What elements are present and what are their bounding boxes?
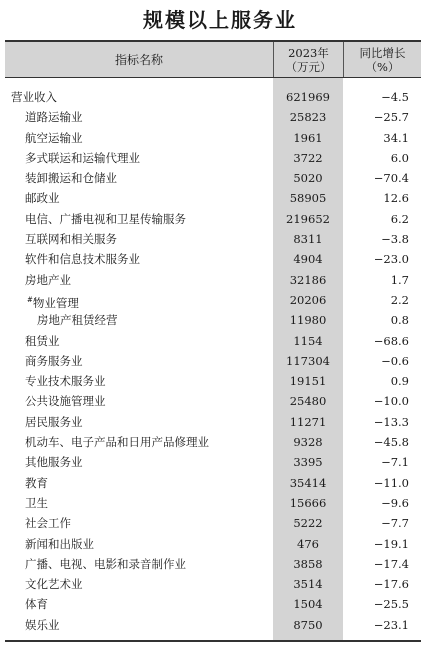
row-name-text: 电信、广播电视和卫星传输服务	[25, 211, 186, 226]
table-row	[5, 493, 421, 513]
row-value: 1154	[293, 333, 323, 348]
row-value: 621969	[286, 90, 330, 104]
row-growth: −10.0	[373, 394, 409, 409]
row-name-text: 娱乐业	[25, 617, 60, 632]
row-value: 3395	[293, 455, 323, 470]
row-value: 25823	[289, 110, 327, 125]
table-row	[5, 452, 421, 472]
row-growth: −70.4	[373, 171, 409, 186]
header-growth-label: 同比增长	[359, 45, 406, 60]
row-growth: −0.6	[381, 353, 409, 368]
table-row	[5, 270, 421, 290]
row-name-text: 机动车、电子产品和日用产品修理业	[25, 435, 209, 450]
row-name	[25, 270, 71, 290]
row-value: 19151	[289, 374, 327, 389]
row-name	[25, 473, 48, 493]
table-row	[5, 615, 421, 635]
row-name-text: 新闻和出版业	[25, 536, 94, 551]
row-value: 20206	[289, 292, 327, 307]
row-name-text: 卫生	[25, 495, 48, 510]
row-name	[25, 168, 117, 188]
row-value: 3722	[293, 150, 323, 165]
table-row	[5, 351, 421, 371]
row-value: 1504	[293, 597, 323, 612]
row-name	[25, 534, 94, 554]
row-growth: 0.8	[390, 313, 409, 328]
row-growth: −25.7	[373, 110, 409, 125]
table-row	[5, 473, 421, 493]
row-name	[25, 391, 106, 411]
row-value: 4904	[293, 252, 323, 267]
row-name-text: 多式联运和运输代理业	[25, 150, 140, 165]
row-name-text: 教育	[25, 475, 48, 490]
row-value: 11271	[289, 414, 327, 429]
row-value: 35414	[289, 475, 327, 490]
table-row	[5, 209, 421, 229]
table-row	[5, 371, 421, 391]
row-growth: −11.0	[373, 475, 409, 490]
row-name	[25, 594, 48, 614]
header-value	[273, 42, 343, 77]
row-name	[25, 412, 83, 432]
table-row	[5, 574, 421, 594]
row-name	[25, 513, 71, 533]
row-name-text: 租赁业	[25, 333, 60, 348]
row-growth: −68.6	[373, 333, 409, 348]
row-name-text: 装卸搬运和仓储业	[25, 171, 117, 186]
row-name-text: 公共设施管理业	[25, 394, 106, 409]
row-name-text: 居民服务业	[25, 414, 83, 429]
row-name-text: 房地产业	[25, 272, 71, 287]
row-name	[25, 615, 60, 635]
row-growth: 2.2	[390, 292, 409, 307]
row-name-prefix: #	[27, 295, 33, 304]
row-name-text: 营业收入	[11, 90, 57, 104]
row-growth: −17.6	[373, 577, 409, 592]
row-value: 25480	[289, 394, 327, 409]
row-name	[25, 331, 60, 351]
table-row	[5, 412, 421, 432]
table-row	[5, 331, 421, 351]
row-growth: −19.1	[373, 536, 409, 551]
row-name	[25, 249, 140, 269]
table-row	[5, 128, 421, 148]
row-value: 219652	[286, 211, 330, 226]
table-row	[5, 432, 421, 452]
row-name-text: 航空运输业	[25, 130, 83, 145]
row-value: 476	[297, 536, 319, 551]
header-growth	[343, 42, 421, 77]
row-name-text: 商务服务业	[25, 353, 83, 368]
row-value: 11980	[289, 313, 327, 328]
row-name	[25, 371, 106, 391]
table-row	[5, 87, 421, 107]
row-growth: −23.1	[373, 617, 409, 632]
row-growth: 34.1	[383, 130, 409, 145]
row-value: 117304	[286, 353, 330, 368]
table-row	[5, 513, 421, 533]
row-name	[25, 351, 83, 371]
row-value: 5222	[293, 516, 323, 531]
table-row	[5, 107, 421, 127]
row-growth: 1.7	[390, 272, 409, 287]
row-growth: 6.0	[390, 150, 409, 165]
row-growth: 0.9	[390, 374, 409, 389]
row-name	[11, 87, 57, 107]
table-bottom-rule	[5, 640, 421, 642]
row-value: 32186	[289, 272, 327, 287]
row-name-text: 广播、电视、电影和录音制作业	[25, 556, 186, 571]
row-name-text: 社会工作	[25, 516, 71, 531]
header-value-year: 2023年	[288, 45, 329, 60]
row-value: 15666	[289, 495, 327, 510]
row-name	[25, 128, 83, 148]
row-growth: −9.6	[381, 495, 409, 510]
header-value-unit: （万元）	[285, 59, 332, 74]
row-growth: 6.2	[390, 211, 409, 226]
row-name-text: 互联网和相关服务	[25, 232, 117, 247]
row-name-text: 物业管理	[32, 295, 79, 310]
table-row	[5, 229, 421, 249]
table-row	[5, 188, 421, 208]
row-value: 3514	[293, 577, 323, 592]
row-name	[37, 310, 118, 330]
row-name-text: 其他服务业	[25, 455, 83, 470]
row-value: 8750	[293, 617, 323, 632]
row-name-text: 房地产租赁经营	[37, 313, 118, 328]
row-name-text: 道路运输业	[25, 110, 83, 125]
row-name	[25, 554, 186, 574]
row-value: 8311	[293, 232, 323, 247]
row-name	[25, 148, 140, 168]
row-growth: −45.8	[373, 435, 409, 450]
table-row	[5, 534, 421, 554]
row-name	[25, 188, 60, 208]
row-growth: −7.7	[381, 516, 409, 531]
row-value: 3858	[293, 556, 323, 571]
row-name-text: 专业技术服务业	[25, 374, 106, 389]
table-header	[5, 40, 421, 78]
row-value: 1961	[293, 130, 323, 145]
row-growth: −7.1	[381, 455, 409, 470]
row-name-text: 文化艺术业	[25, 577, 83, 592]
row-name	[25, 452, 83, 472]
table-row	[5, 310, 421, 330]
table-row	[5, 594, 421, 614]
table-row	[5, 249, 421, 269]
row-value: 9328	[293, 435, 323, 450]
row-name-text: 体育	[25, 597, 48, 612]
row-growth: −17.4	[373, 556, 409, 571]
table-row	[5, 290, 421, 310]
row-growth: −13.3	[373, 414, 409, 429]
table-row	[5, 391, 421, 411]
row-name-text: 软件和信息技术服务业	[25, 252, 140, 267]
row-growth: −3.8	[381, 232, 409, 247]
row-name	[25, 493, 48, 513]
row-growth: −23.0	[373, 252, 409, 267]
row-value: 5020	[293, 171, 323, 186]
row-growth: −25.5	[373, 597, 409, 612]
row-name	[25, 107, 83, 127]
row-value: 58905	[289, 191, 327, 206]
page-title: 规模以上服务业	[143, 8, 297, 32]
row-growth: 12.6	[383, 191, 409, 206]
header-growth-unit: （%）	[365, 59, 400, 74]
table-body	[5, 87, 421, 635]
table-row	[5, 168, 421, 188]
header-indicator-name: 指标名称	[114, 53, 163, 67]
row-name	[25, 209, 186, 229]
row-name	[25, 574, 83, 594]
row-name-text: 邮政业	[25, 191, 60, 206]
services-table	[5, 40, 421, 642]
row-growth: −4.5	[381, 90, 409, 104]
row-name	[25, 432, 209, 452]
table-row	[5, 148, 421, 168]
row-name	[25, 229, 117, 249]
table-row	[5, 554, 421, 574]
